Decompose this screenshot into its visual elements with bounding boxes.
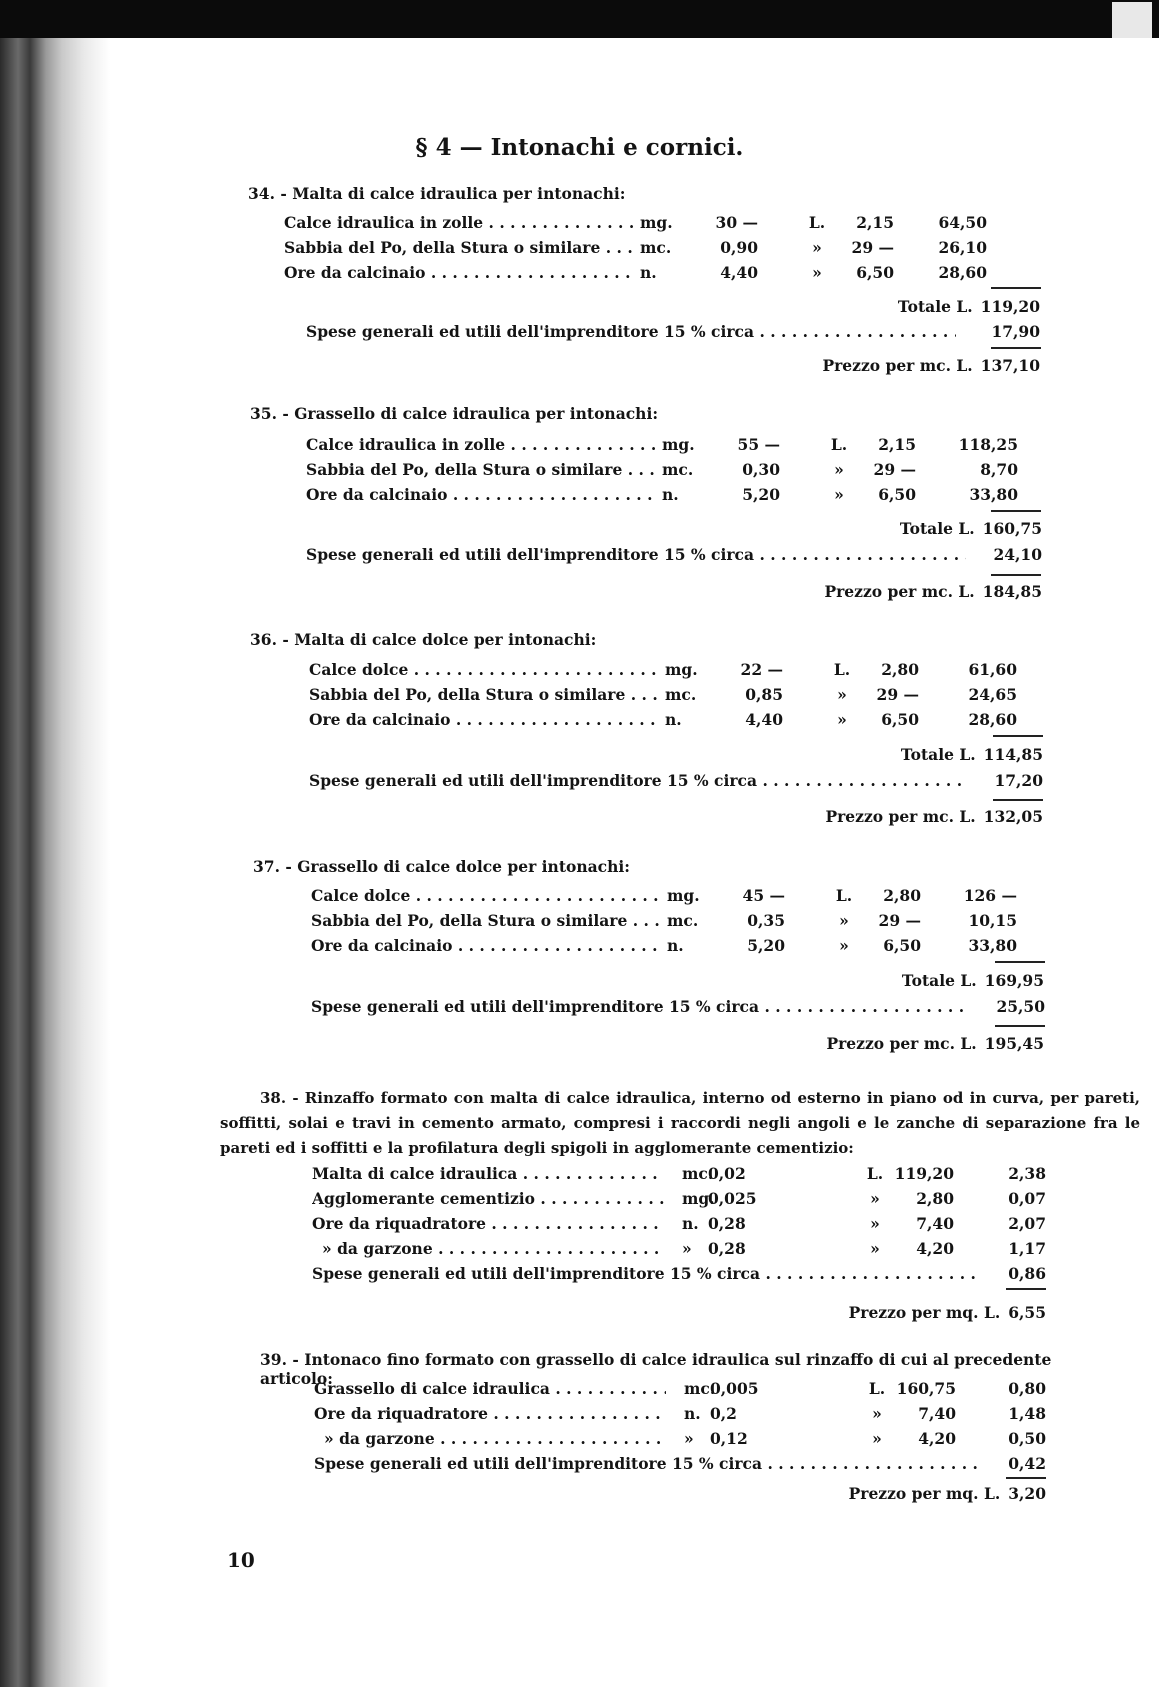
item-39-overhead: Spese generali ed utili dell'imprenditore 15 % circa . . . 0,42 [314,1454,1046,1478]
sum-rule [1006,1477,1046,1479]
sum-rule [991,287,1041,289]
item-34-overhead: Spese generali ed utili dell'imprenditore 15 % circa . . . 17,90 [306,322,1040,346]
item-39-title: 39. - Intonaco fino formato con grassello di calce idraulica sul rinzaffo di cui al precedente articolo: [260,1350,1052,1388]
sum-rule [995,961,1045,963]
item-35-overhead: Spese generali ed utili dell'imprenditore 15 % circa . . . 24,10 [306,545,1042,569]
item-35-price: Prezzo per mc. L. 184,85 [824,582,1042,601]
sum-rule [991,574,1041,576]
item-34-title: 34. - Malta di calce idraulica per intonachi: [248,184,626,203]
sum-rule [993,799,1043,801]
sum-rule [1006,1288,1046,1290]
item-38-title: 38. - Rinzaffo formato con malta di calce idraulica, interno od esterno in piano od in curva, per pareti, soffitti, solai e travi in cemento armato, compresi i raccordi negli angoli e le zanche di separazione fra le pareti ed i soffitti e la profilatura degli spigoli in agglomerante cementizio: [220,1089,1140,1157]
item-34-price: Prezzo per mc. L. 137,10 [822,356,1040,375]
item-36-price: Prezzo per mc. L. 132,05 [825,807,1043,826]
item-37-overhead: Spese generali ed utili dell'imprenditore 15 % circa . . . 25,50 [311,997,1045,1021]
item-36-overhead: Spese generali ed utili dell'imprenditore 15 % circa . . . 17,20 [309,771,1043,795]
item-38-price: Prezzo per mq. L. 6,55 [848,1303,1046,1322]
item-38-overhead: Spese generali ed utili dell'imprenditore 15 % circa . . . 0,86 [312,1264,1046,1288]
item-39-price: Prezzo per mq. L. 3,20 [848,1484,1046,1503]
section-heading: § 4 — Intonachi e cornici. [415,134,744,161]
item-35-total: Totale L. 160,75 [899,519,1042,538]
sum-rule [991,347,1041,349]
item-37-price: Prezzo per mc. L. 195,45 [826,1034,1044,1053]
item-37-title: 37. - Grassello di calce dolce per intonachi: [253,857,630,876]
item-34-total: Totale L. 119,20 [897,297,1040,316]
item-36-title: 36. - Malta di calce dolce per intonachi: [250,630,597,649]
item-36-total: Totale L. 114,85 [900,745,1043,764]
sum-rule [993,735,1043,737]
item-35-title: 35. - Grassello di calce idraulica per intonachi: [250,404,659,423]
sum-rule [991,510,1041,512]
page: § 4 — Intonachi e cornici. 34. - Malta di calce idraulica per intonachi: Calce idraulica in zolle . . . mg. 30 — L. 2,15 64,50 Sabbia del Po, della Stura o similare . . . mc. 0,90 » 29 — 26,10 Ore da calcinaio . . . n. 4,40 » 6,50 28,60 Totale L. 119,20 Spese generali ed utili dell'imprenditore 15 % circa . . . 17,90 Prezzo per mc. L. 137,10 35. - Grassello di calce idraulica per intonachi: Calce idraulica in zolle . . . mg. 55 — L. 2,15 118,25 Sabbia del Po, della Stura o similare . . . mc. 0,30 » 29 — 8,70 Ore da calcinaio . . . n. 5,20 » 6,50 33,80 Totale L. 160,75 Spese generali ed utili dell'imprenditore 15 % circa . . . 24,10 Prezzo per mc. L. 184,85 36. - Malta di calce dolce per intonachi: Calce dolce . . . mg. 22 — L. 2,80 61,60 Sabbia del Po, della Stura o similare . . . mc. 0,85 » 29 — 24,65 Ore da calcinaio . . . n. 4,40 » 6,50 28,60 Totale L. 114,85 Spese generali ed utili dell'imprenditore 15 % circa . . . 17,20 Prezzo per mc. L. 132,05 37. - Grassello di calce dolce per intonachi: Calce dolce . . . mg. 45 — L. 2,80 126 — Sabbia del Po, della Stura o similare . . . mc. 0,35 » 29 — 10,15 Ore da calcinaio . . . n. 5,20 » 6,50 33,80 Totale L. 169,95 Spese generali ed utili dell'imprenditore 15 % circa . . . 25,50 Prezzo per mc. L. 195,45 38. - Rinzaffo formato con malta di calce idraulica, interno od esterno in piano od in curva, per pareti, soffitti, solai e travi in cemento armato, compresi i raccordi negli angoli e le zanche di separazione fra le pareti ed i soffitti e la profilatura degli spigoli in agglomerante cementizio: Malta di calce idraulica . . . mc. 0,02 L. 119,20 2,38 Agglomerante cementizio . . . mg. 0,025 » 2,80 0,07 Ore da riquadratore . . . n. 0,28 » 7,40 2,07 » da garzone . . . » 0,28 » 4,20 1,17 Spese generali ed utili dell'imprenditore 15 % circa . . . 0,86 Prezzo per mq. L. 6,55 39. - Intonaco fino formato con grassello di calce idraulica sul rinzaffo di cui al precedente articolo: Grassello di calce idraulica . . . mc. 0,005 L. 160,75 0,80 Ore da riquadratore . . . n. 0,2 » 7,40 1,48 » da garzone . . . » 0,12 » 4,20 0,50 Spese generali ed utili dell'imprenditore 15 % circa . . . 0,42 Prezzo per mq. L. 3,20 10 [0,0,1159,1687]
page-number: 10 [227,1548,255,1572]
sum-rule [995,1025,1045,1027]
item-37-total: Totale L. 169,95 [901,971,1044,990]
